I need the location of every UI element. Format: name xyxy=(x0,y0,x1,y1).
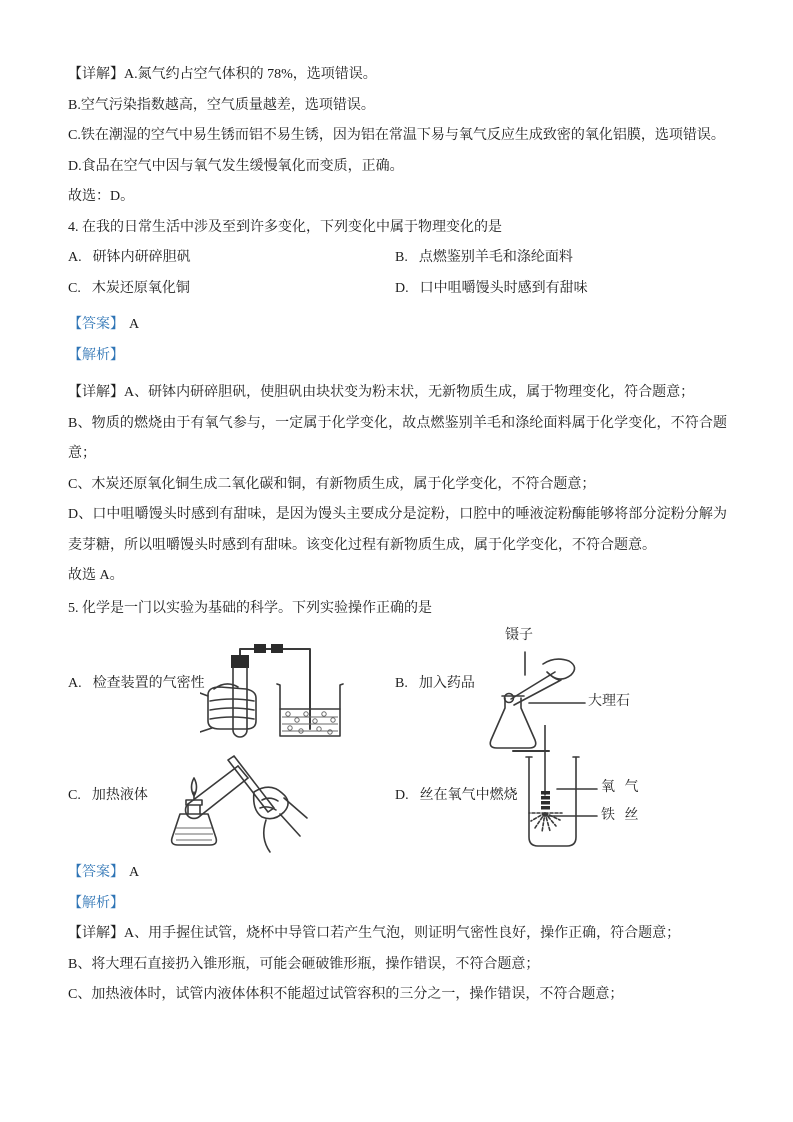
q5-option-b-text: 加入药品 xyxy=(418,676,475,691)
q4-detail-a: 【详解】A、研钵内研碎胆矾，使胆矾由块状变为粉末状，无新物质生成，属于物理变化，符合题意； xyxy=(68,385,695,400)
q4-option-c xyxy=(68,274,395,305)
q3-detail-b: B.空气污染指数越高，空气质量越差，选项错误。 xyxy=(68,97,375,113)
q5-option-c-text: 加热液体 xyxy=(91,788,148,803)
q4-analysis-label: 【解析】 xyxy=(68,347,124,363)
q3-conclusion: 故选：D。 xyxy=(68,189,135,204)
q5-detail-c: C、加热液体时，试管内液体体积不能超过试管容积的三分之一，操作错误，不符合题意； xyxy=(68,987,624,1002)
q4-answer-label: 【答案】 xyxy=(68,317,124,332)
q5-option-d-text: 丝在氧气中燃烧 xyxy=(419,788,518,803)
q4-option-d xyxy=(395,274,588,305)
tweezers-label: 镊子 xyxy=(505,628,533,643)
q5-detail-b: B、将大理石直接扔入锥形瓶，可能会砸破锥形瓶，操作错误，不符合题意； xyxy=(68,956,540,972)
q4-detail-c: C、木炭还原氧化铜生成二氧化碳和铜，有新物质生成，属于化学变化，不符合题意； xyxy=(68,476,596,492)
q5-answer-label: 【答案】 xyxy=(68,865,124,880)
q4-answer-line xyxy=(68,310,727,341)
q4-option-d-key: D. xyxy=(395,280,409,296)
q4-option-a xyxy=(68,243,395,274)
q5-option-b xyxy=(395,674,475,694)
q5-figures-block xyxy=(68,624,727,858)
q4-options-row-1 xyxy=(68,243,727,274)
q4-analysis-line xyxy=(68,341,727,372)
q3-detail-d: D.食品在空气中因与氧气发生缓慢氧化而变质，正确。 xyxy=(68,158,404,174)
q4-option-d-text: 口中咀嚼馒头时感到有甜味 xyxy=(419,280,588,296)
figure-iron-wire-burning xyxy=(505,725,665,858)
q4-option-b xyxy=(395,243,573,274)
iron-wire-label: 铁 丝 xyxy=(601,808,642,823)
q5-option-d-key: D. xyxy=(395,788,409,803)
q5-option-a xyxy=(68,674,205,694)
q4-option-b-key: B. xyxy=(395,250,408,265)
q4-conclusion: 故选 A。 xyxy=(68,568,124,583)
heating-liquid-apparatus-icon xyxy=(150,748,310,858)
q5-detail-a: 【详解】A、用手握住试管，烧杯中导管口若产生气泡，则证明气密性良好，操作正确，符合题意； xyxy=(68,926,681,941)
q4-stem: 4. 在我的日常生活中涉及至到许多变化，下列变化中属于物理变化的是 xyxy=(68,219,502,235)
q5-option-d xyxy=(395,786,518,806)
q4-option-c-text: 木炭还原氧化铜 xyxy=(91,280,190,296)
figure-heating-liquid xyxy=(150,748,310,858)
q4-detail-b: B、物质的燃烧由于有氧气参与，一定属于化学变化，故点燃鉴别羊毛和涤纶面料属于化学变化，不符合题意； xyxy=(68,415,727,461)
q5-answer-line xyxy=(68,858,727,889)
q3-detail-c: C.铁在潮湿的空气中易生锈而铝不易生锈，因为铝在常温下易与氧气反应生成致密的氧化铝膜，选项错误。 xyxy=(68,128,725,143)
q4-option-a-key: A. xyxy=(68,250,82,265)
q4-option-c-key: C. xyxy=(68,280,81,296)
q5-analysis-line xyxy=(68,889,727,920)
q5-option-c-key: C. xyxy=(68,788,81,803)
figure-airtightness-check xyxy=(200,633,345,745)
q4-options-row-2 xyxy=(68,274,727,305)
q5-stem: 5. 化学是一门以实验为基础的科学。下列实验操作正确的是 xyxy=(68,600,432,616)
marble-label: 大理石 xyxy=(588,694,630,709)
q5-answer-value: A xyxy=(129,865,140,880)
q4-option-a-text: 研钵内研碎胆矾 xyxy=(92,250,191,265)
airtightness-apparatus-icon xyxy=(200,633,345,745)
q4-detail-d: D、口中咀嚼馒头时感到有甜味，是因为馒头主要成分是淀粉，口腔中的唾液淀粉酶能够将部分淀粉分解为麦芽糖，所以咀嚼馒头时感到有甜味。该变化过程有新物质生成，属于化学变化，不符合题意。 xyxy=(68,507,727,553)
oxygen-label: 氧 气 xyxy=(601,780,642,795)
q4-answer-value: A xyxy=(129,317,140,332)
q4-option-b-text: 点燃鉴别羊毛和涤纶面料 xyxy=(418,250,573,265)
q5-option-b-key: B. xyxy=(395,676,408,691)
q3-detail-a: 【详解】A.氮气约占空气体积的 78%，选项错误。 xyxy=(68,67,377,82)
q5-option-a-text: 检查装置的气密性 xyxy=(92,676,205,691)
q5-analysis-label: 【解析】 xyxy=(68,895,124,911)
q5-option-a-key: A. xyxy=(68,676,82,691)
q5-option-c xyxy=(68,786,148,806)
